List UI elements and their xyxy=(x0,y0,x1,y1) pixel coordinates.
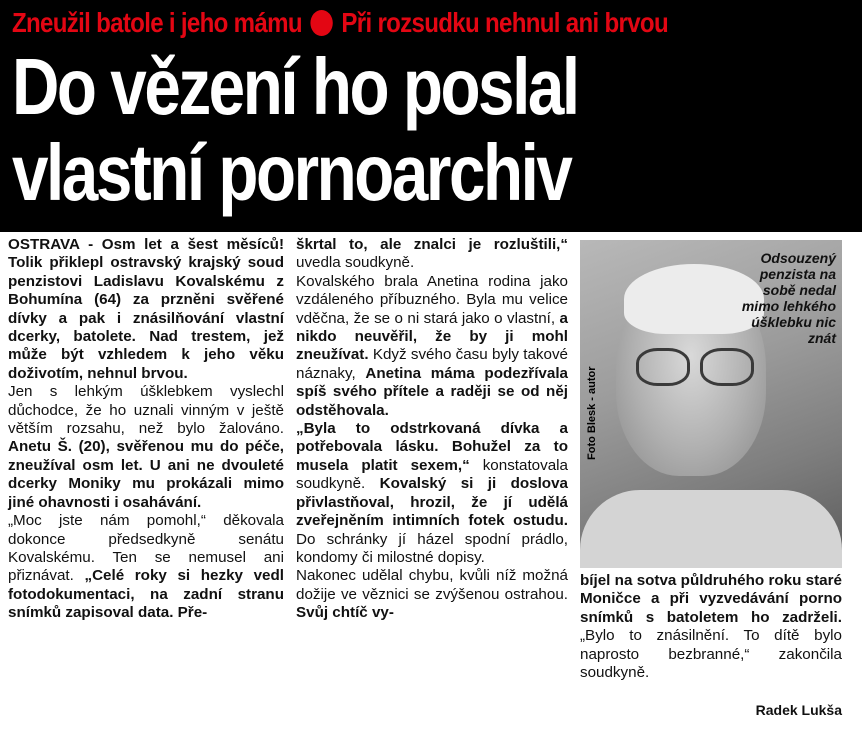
lead-text: - Osm let a šest měsíců! Tolik přiklepl ostravský krajský soud penzistovi Ladislavu Kovalskému z Bohumína (64) za przněni svěřené dívky a pak i znásilňování vlastní dcerky, batolete. Nad trestem, jež může být vzhledem k jeho věku doživotím, nehnul brvou. xyxy=(8,236,284,382)
bold-run: Svůj chtíč vy- xyxy=(296,604,394,622)
paragraph xyxy=(296,420,568,567)
text-run: Do schránky jí házel spodní prádlo, kondomy či milostné dopisy. xyxy=(296,530,568,566)
lead-paragraph xyxy=(8,236,284,383)
photo-glasses xyxy=(636,348,754,382)
paragraph xyxy=(296,567,568,622)
text-run: „Bylo to znásilnění. To dítě bylo naprosto bezbranné,“ zakončila soudkyně. xyxy=(580,627,842,682)
kicker-left: Zneužil batole i jeho mámu xyxy=(12,7,302,38)
kicker-right: Při rozsudku nehnul ani brvou xyxy=(341,7,668,38)
text-run: uvedla soudkyně. xyxy=(296,254,415,272)
text-run: Jen s lehkým úšklebkem vyslechl důchodce, že ho uznali vinným v ještě větším rozsahu, než bylo žalováno. xyxy=(8,383,284,438)
text-run: Když svého času byly takové náznaky, xyxy=(296,346,568,382)
article-body xyxy=(0,232,862,738)
headline xyxy=(12,44,848,216)
paragraph xyxy=(8,383,284,512)
article-column-2 xyxy=(296,236,568,623)
text-run: Nakonec udělal chybu, kvůli níž možná dožije ve věznici se zvýšenou ostrahou. xyxy=(296,567,568,603)
text-run: „Moc jste nám pomohl,“ děkovala dokonce předsedkyně senátu Kovalskému. Ten se nemusel ani přiznávat. xyxy=(8,512,284,585)
paragraph xyxy=(296,236,568,273)
bold-run: Anetina máma podezřívala spíš svého přítele a raději se od něj odstěhovala. xyxy=(296,364,568,419)
photo-credit: Foto Blesk - autor xyxy=(586,366,598,460)
bold-run: Anetu Š. (20), svěřenou mu do péče, zneužíval osm let. U ani ne dvouleté dcerky Moniky mu prokázali mimo jiné ohavnosti i osahávání. xyxy=(8,438,284,511)
paragraph xyxy=(8,512,284,622)
paragraph xyxy=(296,273,568,420)
headline-line-1: Do vězení ho poslal xyxy=(12,42,578,131)
photo-caption: Odsouzený penzista na sobě nedal mimo lehkého úšklebku nic znát xyxy=(741,250,836,346)
dateline: OSTRAVA xyxy=(8,236,80,253)
bullet-dot-icon xyxy=(310,10,332,36)
text-run: Kovalského brala Anetina rodina jako vzdáleného příbuzného. Byla mu velice vděčna, že se o ni stará jako o vlastní, xyxy=(296,272,568,327)
headline-line-2: vlastní pornoarchiv xyxy=(12,128,571,217)
paragraph xyxy=(580,572,842,682)
byline: Radek Lukša xyxy=(755,702,842,718)
bold-run: Kovalský si ji doslova přivlastňoval, hrozil, že jí udělá zveřejněním intimních fotek ostudu. xyxy=(296,475,568,530)
bold-run: bíjel na sotva půldruhého roku staré Moničce a při vyzvedávání porno snímků s batoletem ho zadrželi. xyxy=(580,572,842,626)
kicker-line xyxy=(12,6,734,40)
text-run: konstatovala soudkyně. xyxy=(296,456,568,493)
bold-run: „Celé roky si hezky vedl fotodokumentaci, na zadní stranu snímků zapisoval data. Pře- xyxy=(8,567,284,622)
photo-shirt xyxy=(580,490,842,568)
article-column-1 xyxy=(8,236,284,623)
article-column-3 xyxy=(580,572,842,682)
bold-run: a nikdo neuvěřil, že by ji mohl zneužívat. xyxy=(296,309,568,364)
bold-run: „Byla to odstrkovaná dívka a potřebovala lásku. Bohužel za to musela platit sexem,“ xyxy=(296,420,568,474)
bold-run: škrtal to, ale znalci je rozluštili,“ xyxy=(296,236,568,253)
portrait-photo xyxy=(580,240,842,568)
